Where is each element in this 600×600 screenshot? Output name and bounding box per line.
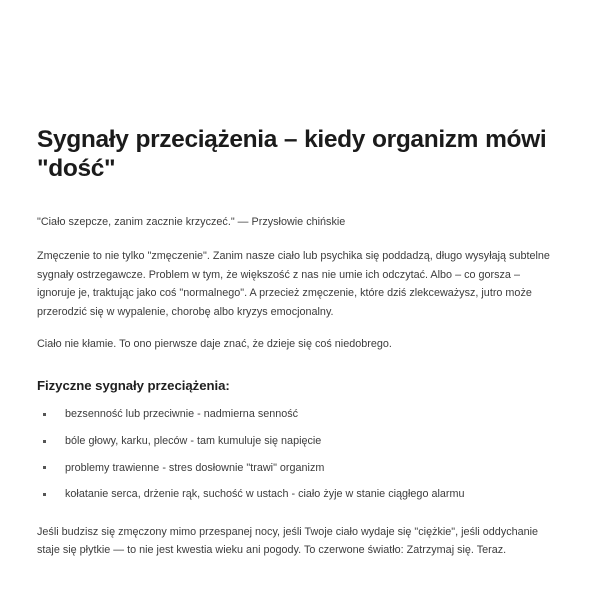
intro-paragraph: Zmęczenie to nie tylko "zmęczenie". Zanim nasze ciało lub psychika się poddadzą, długo wysyłają subtelne sygnały ostrzegawcze. Problem w tym, że większość z nas nie umie ich odczytać. Albo – co gorsza – ignoruje je, traktując jako coś "normalnego". A przecież zmęczenie, które dziś zlekceważysz, jutro może przerodzić się w wypalenie, chorobę albo kryzys emocjonalny.: [37, 250, 550, 318]
list-item: bezsenność lub przeciwnie - nadmierna senność: [57, 406, 560, 422]
closing-paragraph: Jeśli budzisz się zmęczony mimo przespanej nocy, jeśli Twoje ciało wydaje się "ciężkie", jeśli oddychanie staje się płytkie — to nie jest kwestia wieku ani pogody. To czerwone światło: Zatrzymaj się. Teraz.: [37, 525, 539, 557]
epigraph-quote: "Ciało szepcze, zanim zacznie krzyczeć." — Przysłowie chińskie: [37, 216, 346, 229]
list-item: kołatanie serca, drżenie rąk, suchość w ustach - ciało żyje w stanie ciągłego alarmu: [57, 486, 560, 502]
page-title: Sygnały przeciążenia – kiedy organizm mówi "dość": [37, 126, 547, 182]
section-heading-physical-signals: Fizyczne sygnały przeciążenia:: [37, 377, 230, 393]
physical-signals-list: [37, 406, 560, 502]
emphasis-paragraph: Ciało nie kłamie. To ono pierwsze daje znać, że dzieje się coś niedobrego.: [37, 338, 392, 351]
list-item: bóle głowy, karku, pleców - tam kumuluje się napięcie: [57, 433, 560, 449]
list-item: problemy trawienne - stres dosłownie "trawi" organizm: [57, 460, 560, 476]
